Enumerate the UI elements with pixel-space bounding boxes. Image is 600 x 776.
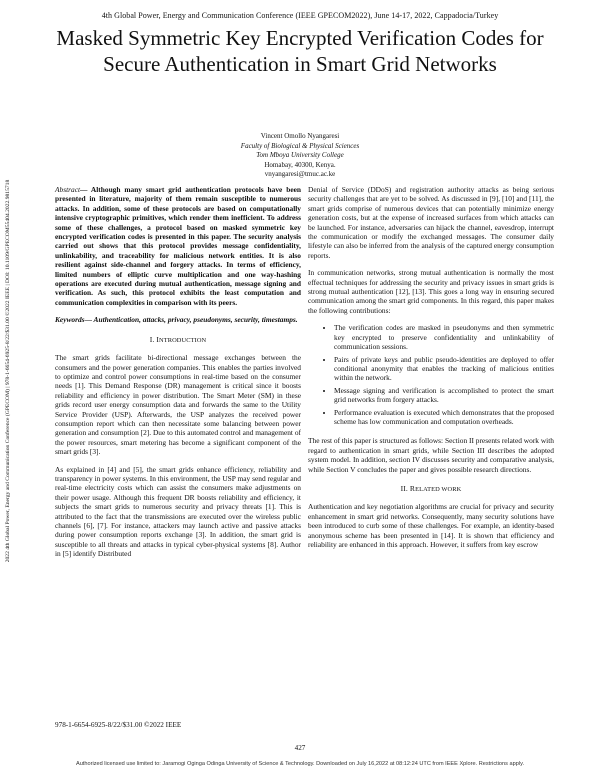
section-first-letter: R (409, 483, 416, 493)
author-city: Homabay, 40300, Kenya. (264, 160, 336, 169)
section-rest: NTRODUCTION (159, 336, 207, 344)
contribution-list (308, 323, 554, 426)
body-paragraph: As explained in [4] and [5], the smart grids enhance efficiency, reliability and transparency in power systems. In this environment, the USP may send regular and real-time electricity costs which can assist the consumers make adjustments on their power usage. Although this frequent DR boosts reliability and efficiency, it subjects the smart grids to numerous security and privacy threats [1]. This is attributed to the fact that the transmissions are executed over the wireless public channels [6], [7]. For instance, attackers may launch active and passive attacks during power consumption reports exchange [3]. In addition, the smart grid is susceptible to all threats and attacks in typical cyber-physical systems [8]. Author in [5] identify Distributed (55, 464, 301, 559)
left-column (55, 185, 301, 567)
contribution-item: • Pairs of private keys and public pseudo-identities are deployed to offer conditional anonymity that enables the tracking of malicious entities within the network. (334, 355, 554, 383)
abstract (55, 185, 301, 307)
contribution-item: • Message signing and verification is accomplished to protect the smart grid networks from forgery attacks. (334, 386, 554, 405)
contribution-item: • The verification codes are masked in pseudonyms and then symmetric key encrypted to preserve confidentiality and unlinkability of communication sessions. (334, 323, 554, 351)
body-paragraph: Authentication and key negotiation algorithms are crucial for privacy and security enhancement in smart grid networks. Consequently, many security solutions have been introduced to curb some of these challenges. For example, an identity-based anonymous scheme has been presented in [14]. It is shown that efficiency and reliability are enhanced in this approach. However, it suffers from key escrow (308, 502, 554, 549)
abstract-body: Although many smart grid authentication protocols have been presented in literature, majority of them remain susceptible to numerous attacks. In addition, some of these protocols are based on computationally intensive cryptographic primitives, which render them inefficient. To address some of these challenges, a protocol based on masked symmetric key encrypted verification codes is presented in this paper. The security analysis carried out shows that this protocol provides message confidentiality, unlinkability, and traceability for malicious network entities. It is also resilient against side-channel and forgery attacks. In terms of efficiency, limited numbers of elliptic curve multiplication and one way-hashing operations are executed during mutual authentication, message signing and verification. As such, this protocol exhibits the least computation and communication complexities in comparison with its peers. (55, 185, 301, 307)
license-footer: Authorized licensed use limited to: Jaramogi Oginga Odinga University of Science & Technology. Downloaded on July 16,2022 at 08:12:24 UTC from IEEE Xplore. Restrictions apply. (75, 761, 525, 767)
abstract-lead: Abstract (55, 185, 81, 194)
section-num: II. (400, 483, 410, 493)
section-heading-related-work (308, 484, 554, 494)
section-num: I. (149, 334, 157, 344)
copyright-notice: 978-1-6654-6925-8/22/$31.00 ©2022 IEEE (55, 721, 182, 729)
author-name: Vincent Omollo Nyangaresi (260, 132, 340, 140)
side-identifier-text: 2022 4th Global Power, Energy and Communication Conference (GPECOM) | 978-1-6654-6925-8/22/$31.00 ©2022 IEEE | DOI: 10.1109/GPECOM55404.2022.9815718 (5, 179, 11, 563)
author-block (150, 132, 450, 180)
body-paragraph: The rest of this paper is structured as follows: Section II presents related work with regard to authentication in smart grids, while Section III describes the adopted system model. In addition, section IV discusses security and comparative analysis, while Section V concludes the paper and gives possible research directions. (308, 436, 554, 474)
section-heading-introduction (55, 335, 301, 345)
section-rest: ELATED WORK (415, 485, 462, 493)
paper-title: Masked Symmetric Key Encrypted Verification Codes for Secure Authentication in Smart Grid Networks (56, 26, 544, 76)
author-email[interactable]: vnyangaresi@tmuc.ac.ke (264, 170, 336, 178)
side-identifier-strip (3, 82, 13, 660)
right-column (308, 185, 554, 557)
author-faculty: Faculty of Biological & Physical Sciences (240, 141, 360, 150)
body-paragraph: Denial of Service (DDoS) and registration authority attacks as being serious security challenges that are yet to be solved. As discussed in [9], [10] and [11], the smart grids comprise of numerous devices that can potentially minimize energy generation costs, but at the expense of increased surfaces from which attacks can be launched. For instance, adversaries can hijack the channel, eavesdrop, interrupt the communication or modify the exchanged messages. The consumer daily lifestyle can also be inferred from the analysis of the captured energy consumption reports. (308, 185, 554, 260)
keywords: Keywords— Authentication, attacks, privacy, pseudonyms, security, timestamps. (55, 315, 298, 325)
body-paragraph: In communication networks, strong mutual authentication is normally the most effectual techniques for addressing the security and privacy issues in smart grids is strong mutual authentication [12], [13]. This goes a long way in ensuring secured communication among the smart grid components. In this regard, this paper makes the following contributions: (308, 268, 554, 315)
author-college: Tom Mboya University College (256, 151, 344, 159)
page-number: 427 (294, 744, 306, 752)
contribution-item: • Performance evaluation is executed which demonstrates that the proposed scheme has low communication and computation overheads. (334, 408, 554, 427)
body-paragraph: The smart grids facilitate bi-directional message exchanges between the consumers and the power generation companies. This enables the parties involved to optimize and control power consumptions in real-time based on the consumer needs [1]. This Demand Response (DR) management is critical since it boosts reliability and efficiency in power distribution. The Smart Meter (SM) in these grids record user energy consumption data and forwards the same to the Utility Service Provider (USP). Afterwards, the USP analyzes the received power consumption report which can then necessitate some balancing between power generation and consumption [2]. Due to this automated control and management of the power resources, smart metering has become a significant component of the smart grids [3]. (55, 353, 301, 457)
conference-header: 4th Global Power, Energy and Communication Conference (IEEE GPECOM2022), June 14-17, 2022, Cappadocia/Turkey (101, 11, 499, 20)
abstract-dash: — (80, 185, 91, 194)
section-first-letter: I (156, 334, 159, 344)
